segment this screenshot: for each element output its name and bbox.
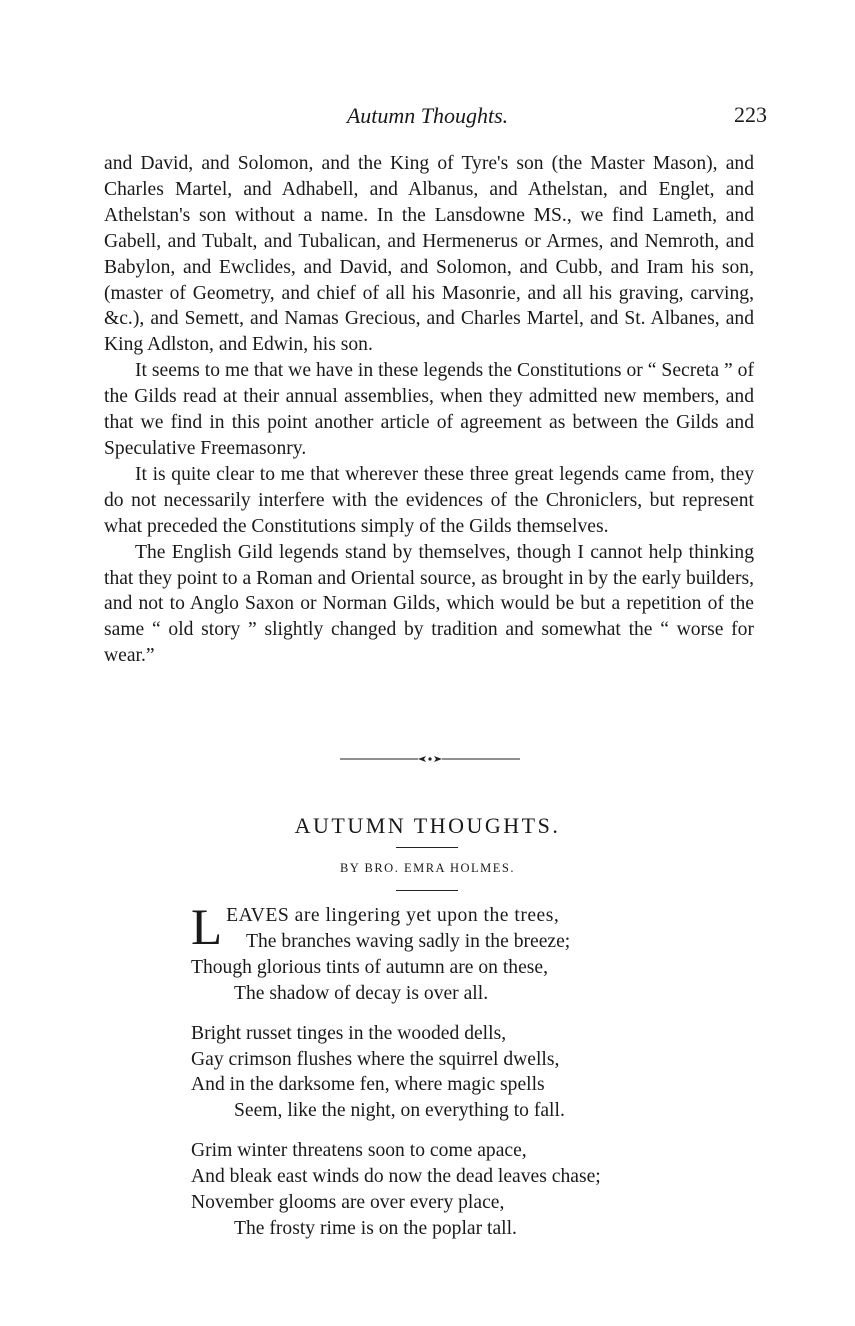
prose-body <box>104 151 754 669</box>
paragraph: The English Gild legends stand by themselves, though I cannot help thinking that they point to a Roman and Oriental source, as brought in by the early builders, and not to Anglo Saxon or Norman Gilds, which would be but a repetition of the same “ old story ” slightly changed by tradition and somewhat the “ worse for wear.” <box>104 541 754 667</box>
poem-line: Bright russet tinges in the wooded dells, <box>191 1022 507 1044</box>
section-divider-ornament <box>340 754 520 764</box>
poem-line: And bleak east winds do now the dead leaves chase; <box>191 1166 601 1188</box>
byline-rule <box>396 890 458 891</box>
stanza <box>191 1138 751 1242</box>
poem-line: Seem, like the night, on everything to fall. <box>234 1100 565 1122</box>
poem-line: Though glorious tints of autumn are on these, <box>191 956 548 978</box>
poem-byline: BY BRO. EMRA HOLMES. <box>339 861 516 875</box>
poem-body <box>191 900 751 1256</box>
poem-line: November glooms are over every place, <box>191 1192 505 1214</box>
poem-line: And in the darksome fen, where magic spells <box>191 1074 545 1096</box>
drop-cap: L <box>191 900 223 956</box>
poem-line: The branches waving sadly in the breeze; <box>246 930 571 952</box>
stanza <box>191 900 751 1007</box>
poem-line: The shadow of decay is over all. <box>234 982 489 1004</box>
page-number: 223 <box>734 102 767 127</box>
poem-line: Grim winter threatens soon to come apace, <box>191 1140 527 1162</box>
poem-line: EAVES are lingering yet upon the trees, <box>226 905 560 926</box>
stanza <box>191 1021 751 1125</box>
running-title: Autumn Thoughts. <box>346 103 509 128</box>
title-rule <box>396 847 458 848</box>
poem-line: Gay crimson flushes where the squirrel dwells, <box>191 1048 560 1070</box>
poem-title: AUTUMN THOUGHTS. <box>294 813 561 838</box>
paragraph: It is quite clear to me that wherever these three great legends came from, they do not necessarily interfere with the evidences of the Chroniclers, but represent what preceded the Constitutions simply of the Gilds themselves. <box>104 463 754 537</box>
poem-line: The frosty rime is on the poplar tall. <box>234 1217 517 1239</box>
paragraph: and David, and Solomon, and the King of Tyre's son (the Master Mason), and Charles Martel, and Adhabell, and Albanus, and Athelstan, and Englet, and Athelstan's son without a name. In the Lansdowne MS., we find Lameth, and Gabell, and Tubalt, and Tubalican, and Hermenerus or Armes, and Nemroth, and Babylon, and Ewclides, and David, and Solomon, and Cubb, and Iram his son, (master of Geometry, and chief of all his Masonrie, and all his graving, carving, &c.), and Semett, and Namas Grecious, and Charles Martel, and St. Albanes, and King Adlston, and Edwin, his son. <box>104 153 754 356</box>
paragraph: It seems to me that we have in these legends the Constitutions or “ Secreta ” of the Gilds read at their annual assemblies, when they admitted new members, and that we find in this point another article of agreement as between the Gilds and Speculative Freemasonry. <box>104 360 754 459</box>
